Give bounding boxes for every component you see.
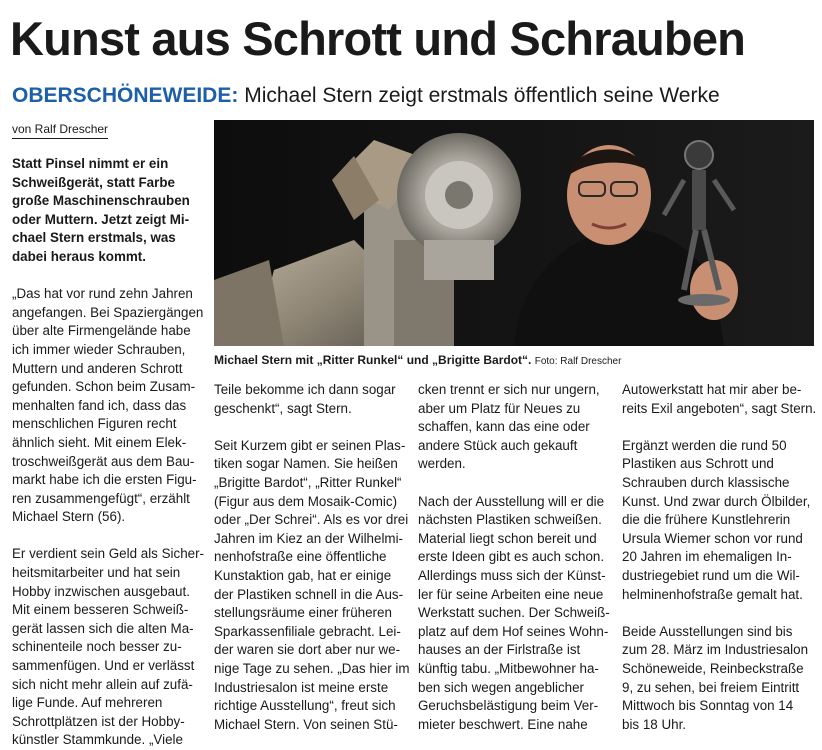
text-line: Autowerkstatt hat mir aber be- bbox=[622, 382, 802, 397]
text-line: Mittwoch bis Sonntag von 14 bbox=[622, 698, 794, 714]
text-line: ren zusammengefügt“, erzählt bbox=[12, 490, 190, 506]
text-line: stellungsräume einer früheren bbox=[214, 605, 392, 621]
text-line: ähnlich sieht. Mit einem Elek- bbox=[12, 434, 187, 450]
text-line: Michael Stern. Von seinen Stü- bbox=[214, 716, 398, 732]
text-line: künftig tabu. „Mitbewohner ha- bbox=[418, 660, 599, 676]
text-line: nige Tage zu sehen. „Das hier im bbox=[214, 660, 410, 676]
paragraph bbox=[214, 437, 410, 735]
text-line: richtige Ausstellung“, freut sich bbox=[214, 698, 396, 714]
text-line: Kunstaktion gab, hat er einige bbox=[214, 567, 392, 583]
text-line: „Brigitte Bardot“, „Ritter Runkel“ bbox=[214, 474, 402, 490]
text-line: gerät lassen sich die alten Ma- bbox=[12, 620, 194, 636]
column-3 bbox=[418, 381, 614, 734]
text-line: der Plastiken schnell in die Aus- bbox=[214, 586, 404, 602]
text-line: Michael Stern (56). bbox=[12, 509, 126, 525]
paragraph bbox=[214, 381, 410, 418]
text-line: markt habe ich die ersten Figu- bbox=[12, 472, 197, 488]
text-line: Sparkassenfiliale gebracht. Lei- bbox=[214, 623, 401, 639]
text-line: andere Stück auch gekauft bbox=[418, 437, 578, 453]
lede-paragraph bbox=[12, 155, 208, 267]
text-line: aber um Platz für Neues zu bbox=[418, 400, 581, 416]
article-photo bbox=[214, 120, 814, 346]
text-line: sich nicht mehr allein auf zufä- bbox=[12, 676, 193, 692]
text-line: Mit einem besseren Schweiß- bbox=[12, 602, 189, 618]
text-line: dustriegebiet rund um die Wil- bbox=[622, 567, 800, 583]
text-line: nächsten Plastiken schweißen. bbox=[418, 512, 602, 528]
text-line: lige Funde. Auf mehreren bbox=[12, 695, 163, 711]
paragraph bbox=[622, 437, 818, 604]
text-line: reits Exil angeboten“, sagt Stern. bbox=[622, 400, 817, 416]
column-1 bbox=[12, 155, 208, 750]
text-line: ich immer wieder Schrauben, bbox=[12, 341, 186, 357]
column-4 bbox=[622, 381, 818, 734]
text-line: ler für seine Arbeiten eine neue bbox=[418, 586, 604, 602]
text-line: platz auf dem Hof seines Wohn- bbox=[418, 623, 609, 639]
text-line: helminenhofstraße gemalt hat. bbox=[622, 586, 803, 602]
text-line: erste Ideen gibt es auch schon. bbox=[418, 549, 605, 565]
text-line: nenhofstraße eine öffentliche bbox=[214, 549, 387, 565]
text-line: menschlichen Figuren recht bbox=[12, 416, 177, 432]
text-line: Allerdings muss sich der Künst- bbox=[418, 567, 606, 583]
byline: von Ralf Drescher bbox=[12, 121, 108, 139]
text-line: Plastiken aus Schrott und bbox=[622, 456, 774, 472]
text-line: künstler Stammkunde. „Viele bbox=[12, 732, 183, 748]
headline: Kunst aus Schrott und Schrauben bbox=[10, 12, 746, 65]
text-line: 9, zu sehen, bei freiem Eintritt bbox=[622, 679, 800, 695]
text-line: Statt Pinsel nimmt er ein bbox=[12, 156, 169, 171]
text-line: gefunden. Schon beim Zusam- bbox=[12, 379, 196, 395]
text-line: Nach der Ausstellung will er die bbox=[418, 493, 605, 509]
text-line: dabei heraus kommt. bbox=[12, 248, 146, 264]
text-line: (Figur aus dem Mosaik-Comic) bbox=[214, 493, 398, 509]
text-line: Ergänzt werden die rund 50 bbox=[622, 437, 787, 453]
text-line: Kunst. Und zwar durch Ölbilder, bbox=[622, 493, 811, 509]
kicker: OBERSCHÖNEWEIDE: bbox=[12, 84, 239, 107]
text-line: Seit Kurzem gibt er seinen Plas- bbox=[214, 437, 406, 453]
paragraph bbox=[12, 545, 208, 750]
text-line: Muttern und anderen Schrott bbox=[12, 360, 183, 376]
text-line: sammenfügen. Und er verlässt bbox=[12, 658, 195, 674]
column-2 bbox=[214, 381, 410, 734]
text-line: schinenteile noch besser zu- bbox=[12, 639, 182, 655]
text-line: mieter beschwert. Eine nahe bbox=[418, 716, 588, 732]
text-line: heitsmitarbeiter und hat sein bbox=[12, 565, 181, 581]
text-line: über alte Firmengelände habe bbox=[12, 323, 191, 339]
text-line: Schöneweide, Reinbeckstraße bbox=[622, 660, 804, 676]
text-line: werden. bbox=[418, 456, 466, 472]
text-line: geschenkt“, sagt Stern. bbox=[214, 400, 352, 416]
text-line: zum 28. März im Industriesalon bbox=[622, 642, 809, 658]
photo-credit: Foto: Ralf Drescher bbox=[534, 356, 622, 367]
text-line: die die frühere Kunstlehrerin bbox=[622, 512, 791, 528]
text-line: Industriesalon ist meine erste bbox=[214, 679, 389, 695]
text-line: Jahren im Kiez an der Wilhelmi- bbox=[214, 530, 404, 546]
text-line: Werkstatt suchen. Der Schweiß- bbox=[418, 605, 610, 621]
text-line: tiken sogar Namen. Sie heißen bbox=[214, 456, 398, 472]
text-line: menhalten fand ich, dass das bbox=[12, 397, 187, 413]
text-line: Hobby inzwischen ausgebaut. bbox=[12, 583, 190, 599]
paragraph bbox=[12, 285, 208, 527]
paragraph bbox=[418, 493, 614, 735]
text-line: Material liegt schon bereit und bbox=[418, 530, 597, 546]
paragraph bbox=[622, 623, 818, 735]
text-line: Schrauben durch klassische bbox=[622, 474, 790, 490]
text-line: Geruchsbelästigung beim Ver- bbox=[418, 698, 599, 714]
text-line: Ursula Wiemer schon vor rund bbox=[622, 530, 803, 546]
text-line: Beide Ausstellungen sind bis bbox=[622, 623, 793, 639]
text-line: Schrottplätzen ist der Hobby- bbox=[12, 713, 185, 729]
text-line: der waren sie dort aber nur we- bbox=[214, 642, 401, 658]
text-line: große Maschinenschrauben bbox=[12, 193, 190, 209]
text-line: oder Muttern. Jetzt zeigt Mi- bbox=[12, 211, 190, 227]
text-line: Schweißgerät, statt Farbe bbox=[12, 174, 175, 190]
text-line: „Das hat vor rund zehn Jahren bbox=[12, 286, 193, 302]
text-line: chael Stern erstmals, was bbox=[12, 230, 176, 246]
caption-text: Michael Stern mit „Ritter Runkel“ und „Brigitte Bardot“. bbox=[214, 353, 532, 367]
text-line: angefangen. Bei Spaziergängen bbox=[12, 304, 204, 320]
subheadline bbox=[12, 84, 812, 108]
text-line: troschweißgerät aus dem Bau- bbox=[12, 453, 195, 469]
text-line: hauses an der Firlstraße ist bbox=[418, 642, 581, 658]
text-line: cken trennt er sich nur ungern, bbox=[418, 382, 600, 397]
text-line: oder „Der Schrei“. Als es vor drei bbox=[214, 512, 409, 528]
text-line: Er verdient sein Geld als Sicher- bbox=[12, 546, 205, 562]
photo-caption bbox=[214, 352, 814, 370]
subheadline-text: Michael Stern zeigt erstmals öffentlich seine Werke bbox=[244, 84, 720, 107]
text-line: 20 Jahren im ehemaligen In- bbox=[622, 549, 792, 565]
paragraph bbox=[418, 381, 614, 474]
text-line: bis 18 Uhr. bbox=[622, 716, 687, 732]
text-line: schaffen, kann das eine oder bbox=[418, 419, 590, 435]
paragraph bbox=[622, 381, 818, 418]
text-line: ben sich wegen angeblicher bbox=[418, 679, 585, 695]
text-line: Teile bekomme ich dann sogar bbox=[214, 382, 396, 397]
